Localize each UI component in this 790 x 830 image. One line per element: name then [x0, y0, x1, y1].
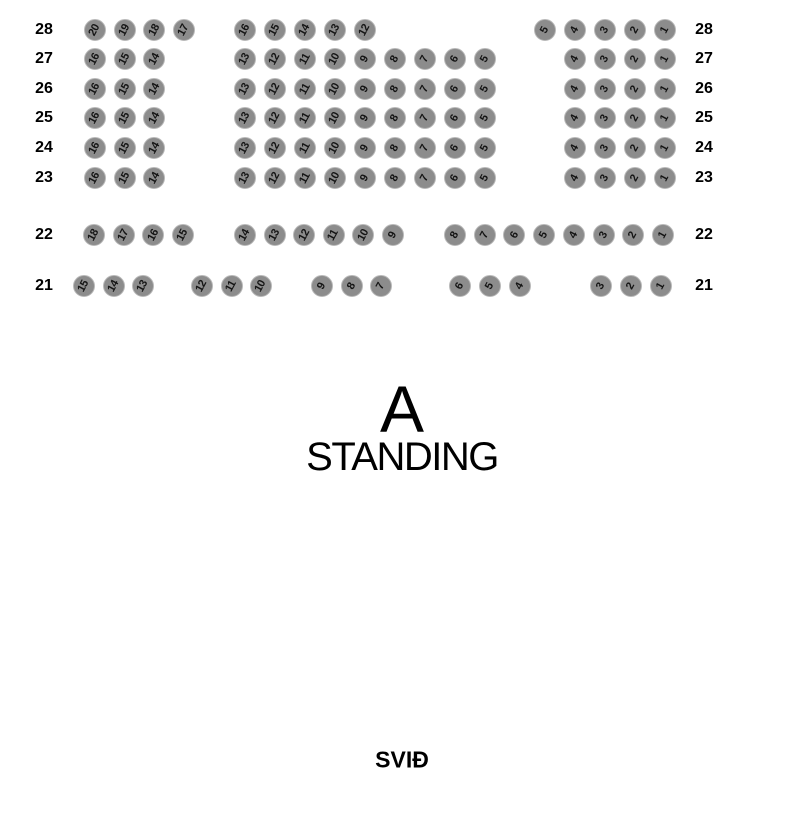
seat-row23-6[interactable] [444, 167, 466, 189]
seat-row22-2[interactable] [622, 224, 644, 246]
row-label-right-23: 23 [695, 169, 713, 186]
seat-number: 15 [174, 226, 191, 243]
seat-row22-12[interactable] [293, 224, 315, 246]
seat-number: 14 [105, 277, 121, 294]
seat-row27-4[interactable] [564, 48, 586, 70]
seat-row25-13[interactable] [234, 107, 256, 129]
seat-number: 5 [482, 280, 497, 292]
seat-row22-15[interactable] [172, 224, 194, 246]
seat-row26-11[interactable] [294, 78, 316, 100]
seat-row22-10[interactable] [352, 224, 374, 246]
seat-number: 12 [266, 139, 283, 156]
row-label-left-24: 24 [35, 139, 53, 156]
seat-number: 20 [86, 21, 103, 38]
seat-number: 7 [373, 280, 388, 292]
seat-row25-9[interactable] [354, 107, 376, 129]
seat-number: 13 [236, 169, 253, 186]
seat-number: 12 [295, 226, 312, 243]
seat-number: 17 [115, 226, 132, 243]
seat-number: 10 [326, 139, 343, 156]
seat-number: 9 [357, 172, 372, 184]
seat-number: 15 [116, 80, 133, 97]
seat-number: 4 [567, 172, 582, 184]
seat-number: 11 [296, 170, 313, 186]
seat-number: 14 [146, 139, 162, 156]
row-label-right-27: 27 [695, 50, 713, 67]
seat-number: 15 [116, 50, 133, 67]
seat-number: 10 [252, 277, 269, 294]
seat-number: 2 [627, 24, 642, 36]
seat-row27-15[interactable] [114, 48, 136, 70]
seat-row25-10[interactable] [324, 107, 346, 129]
seat-number: 1 [657, 53, 672, 65]
seat-row28-16[interactable] [234, 19, 256, 41]
stage-label: SVIÐ [375, 746, 429, 773]
seat-number: 10 [326, 169, 343, 186]
seat-row26-8[interactable] [384, 78, 406, 100]
seat-number: 7 [417, 83, 432, 95]
seat-row26-1[interactable] [654, 78, 676, 100]
seat-number: 5 [477, 112, 492, 124]
seat-number: 13 [326, 21, 343, 38]
seat-row21-2[interactable] [620, 275, 642, 297]
seat-number: 11 [223, 278, 239, 294]
seat-row22-11[interactable] [323, 224, 345, 246]
seat-number: 2 [626, 229, 640, 241]
seat-row28-14[interactable] [294, 19, 316, 41]
seat-number: 2 [627, 53, 642, 65]
seat-row25-6[interactable] [444, 107, 466, 129]
row-label-left-28: 28 [35, 21, 53, 38]
seat-row28-12[interactable] [354, 19, 376, 41]
seat-number: 13 [134, 277, 151, 294]
seat-row23-2[interactable] [624, 167, 646, 189]
seat-number: 2 [627, 83, 642, 95]
row-label-right-25: 25 [695, 109, 713, 126]
seat-row22-14[interactable] [234, 224, 256, 246]
seat-row26-14[interactable] [143, 78, 165, 100]
seat-number: 6 [447, 83, 462, 95]
row-label-left-27: 27 [35, 50, 53, 67]
seat-row25-4[interactable] [564, 107, 586, 129]
seat-number: 7 [417, 112, 432, 124]
seat-number: 4 [567, 142, 582, 154]
seat-number: 4 [512, 280, 527, 292]
seat-number: 8 [387, 83, 402, 95]
seat-row24-15[interactable] [114, 137, 136, 159]
seat-number: 11 [296, 51, 313, 67]
seat-number: 11 [296, 110, 313, 126]
row-label-left-25: 25 [35, 109, 53, 126]
seat-number: 8 [387, 53, 402, 65]
seat-row26-4[interactable] [564, 78, 586, 100]
seat-row26-10[interactable] [324, 78, 346, 100]
seat-row24-14[interactable] [143, 137, 165, 159]
seat-row28-18[interactable] [143, 19, 165, 41]
seat-row23-7[interactable] [414, 167, 436, 189]
seat-number: 5 [537, 229, 551, 241]
seat-number: 16 [86, 109, 103, 126]
seat-row24-10[interactable] [324, 137, 346, 159]
seat-row22-13[interactable] [264, 224, 286, 246]
seat-row25-11[interactable] [294, 107, 316, 129]
seat-number: 8 [387, 172, 402, 184]
seat-number: 7 [417, 53, 432, 65]
seat-number: 3 [596, 229, 610, 241]
seat-number: 5 [477, 53, 492, 65]
seat-number: 17 [175, 21, 192, 38]
seat-row24-5[interactable] [474, 137, 496, 159]
seat-row23-14[interactable] [143, 167, 165, 189]
row-label-left-23: 23 [35, 169, 53, 186]
seat-number: 12 [356, 21, 373, 38]
seat-row26-16[interactable] [84, 78, 106, 100]
seat-row26-15[interactable] [114, 78, 136, 100]
seat-row25-8[interactable] [384, 107, 406, 129]
seat-row24-12[interactable] [264, 137, 286, 159]
seat-number: 10 [326, 50, 343, 67]
seat-number: 9 [357, 53, 372, 65]
seat-row24-9[interactable] [354, 137, 376, 159]
seat-number: 15 [266, 21, 283, 38]
seat-number: 16 [86, 139, 103, 156]
seat-number: 4 [566, 229, 580, 241]
seat-number: 3 [597, 112, 612, 124]
seat-number: 14 [146, 169, 162, 186]
seat-row24-7[interactable] [414, 137, 436, 159]
seat-number: 16 [236, 21, 253, 38]
seat-row28-13[interactable] [324, 19, 346, 41]
seat-row25-5[interactable] [474, 107, 496, 129]
seat-number: 5 [477, 83, 492, 95]
seat-row21-1[interactable] [650, 275, 672, 297]
seat-number: 12 [266, 50, 283, 67]
row-label-right-26: 26 [695, 80, 713, 97]
seat-number: 1 [655, 229, 670, 241]
seat-row26-5[interactable] [474, 78, 496, 100]
seat-row22-4[interactable] [563, 224, 585, 246]
seat-row23-12[interactable] [264, 167, 286, 189]
seat-number: 12 [266, 80, 283, 97]
seat-number: 7 [417, 172, 432, 184]
seat-row23-15[interactable] [114, 167, 136, 189]
seat-row26-12[interactable] [264, 78, 286, 100]
seat-row24-2[interactable] [624, 137, 646, 159]
seat-row22-17[interactable] [113, 224, 135, 246]
seat-row21-15[interactable] [73, 275, 95, 297]
seat-row21-7[interactable] [370, 275, 392, 297]
seat-row27-5[interactable] [474, 48, 496, 70]
seat-row23-16[interactable] [84, 167, 106, 189]
seat-number: 3 [597, 83, 612, 95]
seat-row22-8[interactable] [444, 224, 466, 246]
seat-row25-16[interactable] [84, 107, 106, 129]
seat-number: 1 [657, 24, 672, 36]
seat-row28-3[interactable] [594, 19, 616, 41]
seat-number: 5 [477, 172, 492, 184]
seat-row23-3[interactable] [594, 167, 616, 189]
section-type-label: STANDING [306, 435, 498, 479]
seat-row22-3[interactable] [593, 224, 615, 246]
seat-row27-10[interactable] [324, 48, 346, 70]
seat-number: 13 [236, 109, 253, 126]
seat-number: 9 [385, 229, 400, 241]
seat-row21-11[interactable] [221, 275, 243, 297]
seat-row27-12[interactable] [264, 48, 286, 70]
seat-row22-9[interactable] [382, 224, 404, 246]
seat-number: 6 [447, 172, 462, 184]
seat-number: 6 [447, 112, 462, 124]
seat-row27-1[interactable] [654, 48, 676, 70]
seat-row26-3[interactable] [594, 78, 616, 100]
seat-number: 10 [326, 109, 343, 126]
seat-row23-4[interactable] [564, 167, 586, 189]
seat-row28-20[interactable] [84, 19, 106, 41]
seat-row25-7[interactable] [414, 107, 436, 129]
seat-row21-8[interactable] [341, 275, 363, 297]
row-label-left-26: 26 [35, 80, 53, 97]
seat-number: 9 [357, 112, 372, 124]
seat-row21-6[interactable] [449, 275, 471, 297]
seat-row21-5[interactable] [479, 275, 501, 297]
seat-row23-8[interactable] [384, 167, 406, 189]
seat-row27-8[interactable] [384, 48, 406, 70]
seat-row26-13[interactable] [234, 78, 256, 100]
seat-row25-2[interactable] [624, 107, 646, 129]
seat-row23-11[interactable] [294, 167, 316, 189]
seat-row22-16[interactable] [142, 224, 164, 246]
row-label-left-22: 22 [35, 226, 53, 243]
seat-number: 8 [387, 142, 402, 154]
seat-number: 12 [266, 109, 283, 126]
seat-number: 10 [355, 226, 371, 243]
seat-row22-1[interactable] [652, 224, 674, 246]
seat-row27-14[interactable] [143, 48, 165, 70]
seat-number: 14 [146, 80, 162, 97]
seat-number: 6 [452, 280, 467, 292]
seat-number: 18 [85, 226, 102, 243]
seat-number: 9 [357, 83, 372, 95]
seat-row27-6[interactable] [444, 48, 466, 70]
seat-number: 8 [387, 112, 402, 124]
row-label-right-24: 24 [695, 139, 713, 156]
row-label-right-22: 22 [695, 226, 713, 243]
seat-row22-6[interactable] [503, 224, 525, 246]
row-label-right-28: 28 [695, 21, 713, 38]
seat-row25-15[interactable] [114, 107, 136, 129]
seat-row27-16[interactable] [84, 48, 106, 70]
seat-row24-3[interactable] [594, 137, 616, 159]
seat-number: 2 [627, 142, 642, 154]
seat-number: 9 [314, 280, 329, 292]
seat-row21-12[interactable] [191, 275, 213, 297]
seat-number: 11 [296, 140, 313, 156]
seat-row21-10[interactable] [250, 275, 272, 297]
seat-row28-4[interactable] [564, 19, 586, 41]
seat-row24-11[interactable] [294, 137, 316, 159]
seat-row28-2[interactable] [624, 19, 646, 41]
seat-number: 3 [593, 280, 608, 292]
seat-row25-3[interactable] [594, 107, 616, 129]
seat-number: 3 [597, 172, 612, 184]
seat-number: 18 [146, 21, 162, 38]
seat-number: 5 [477, 142, 492, 154]
seat-number: 4 [567, 53, 582, 65]
seat-row24-1[interactable] [654, 137, 676, 159]
seat-row28-15[interactable] [264, 19, 286, 41]
seat-number: 13 [236, 139, 253, 156]
seat-number: 4 [567, 83, 582, 95]
seat-row26-6[interactable] [444, 78, 466, 100]
seat-number: 5 [537, 24, 552, 36]
seat-number: 19 [116, 21, 133, 38]
seat-row21-13[interactable] [132, 275, 154, 297]
seat-row24-4[interactable] [564, 137, 586, 159]
seat-number: 2 [627, 112, 642, 124]
seat-number: 16 [86, 80, 103, 97]
seat-number: 1 [657, 112, 672, 124]
seat-number: 7 [417, 142, 432, 154]
seat-row23-5[interactable] [474, 167, 496, 189]
seat-row24-8[interactable] [384, 137, 406, 159]
seat-number: 16 [145, 226, 161, 243]
seat-row21-9[interactable] [311, 275, 333, 297]
seat-row24-6[interactable] [444, 137, 466, 159]
seat-row21-14[interactable] [103, 275, 125, 297]
seat-row27-13[interactable] [234, 48, 256, 70]
seat-number: 14 [146, 109, 162, 126]
seat-number: 15 [116, 139, 133, 156]
seat-number: 6 [447, 53, 462, 65]
seat-number: 6 [447, 142, 462, 154]
seat-row28-5[interactable] [534, 19, 556, 41]
seat-number: 15 [75, 277, 92, 294]
seat-number: 12 [193, 277, 210, 294]
seat-number: 9 [357, 142, 372, 154]
seat-row27-9[interactable] [354, 48, 376, 70]
seat-row22-18[interactable] [83, 224, 105, 246]
seat-number: 13 [236, 50, 253, 67]
seat-row27-11[interactable] [294, 48, 316, 70]
seat-row27-7[interactable] [414, 48, 436, 70]
seat-row26-2[interactable] [624, 78, 646, 100]
seat-number: 1 [657, 83, 672, 95]
seat-number: 12 [266, 169, 283, 186]
seat-row21-4[interactable] [509, 275, 531, 297]
seat-number: 1 [657, 142, 672, 154]
seat-number: 1 [657, 172, 672, 184]
seat-row23-9[interactable] [354, 167, 376, 189]
seat-row21-3[interactable] [590, 275, 612, 297]
seat-number: 14 [146, 50, 162, 67]
seat-number: 3 [597, 53, 612, 65]
seat-number: 14 [236, 226, 253, 243]
seat-number: 13 [266, 226, 283, 243]
seat-row28-19[interactable] [114, 19, 136, 41]
seat-number: 3 [597, 142, 612, 154]
seat-row23-1[interactable] [654, 167, 676, 189]
seat-row25-12[interactable] [264, 107, 286, 129]
seat-row25-14[interactable] [143, 107, 165, 129]
seat-number: 4 [567, 24, 582, 36]
seat-number: 8 [344, 280, 358, 292]
seat-number: 13 [236, 80, 253, 97]
row-label-left-21: 21 [35, 277, 53, 294]
seat-row25-1[interactable] [654, 107, 676, 129]
seat-number: 16 [86, 169, 103, 186]
seat-row23-10[interactable] [324, 167, 346, 189]
seat-row27-2[interactable] [624, 48, 646, 70]
seat-number: 14 [296, 21, 313, 38]
seat-number: 3 [597, 24, 612, 36]
seat-row24-13[interactable] [234, 137, 256, 159]
seat-number: 2 [627, 172, 642, 184]
seat-number: 15 [116, 109, 133, 126]
seat-number: 15 [116, 169, 133, 186]
seat-row26-9[interactable] [354, 78, 376, 100]
seat-row22-5[interactable] [533, 224, 555, 246]
seat-number: 16 [86, 50, 103, 67]
section-name-label: A [379, 372, 425, 446]
seat-row24-16[interactable] [84, 137, 106, 159]
seat-row28-17[interactable] [173, 19, 195, 41]
seat-row26-7[interactable] [414, 78, 436, 100]
row-label-right-21: 21 [695, 277, 713, 294]
seat-number: 1 [653, 280, 668, 292]
seat-number: 8 [447, 229, 462, 241]
seat-number: 11 [296, 81, 313, 97]
seat-number: 2 [623, 280, 638, 292]
seat-number: 6 [507, 229, 521, 241]
seat-row27-3[interactable] [594, 48, 616, 70]
seat-number: 11 [325, 227, 342, 243]
seat-row28-1[interactable] [654, 19, 676, 41]
seat-number: 4 [567, 112, 582, 124]
seat-number: 10 [326, 80, 343, 97]
seat-row23-13[interactable] [234, 167, 256, 189]
seat-row22-7[interactable] [474, 224, 496, 246]
seat-number: 7 [477, 229, 491, 241]
